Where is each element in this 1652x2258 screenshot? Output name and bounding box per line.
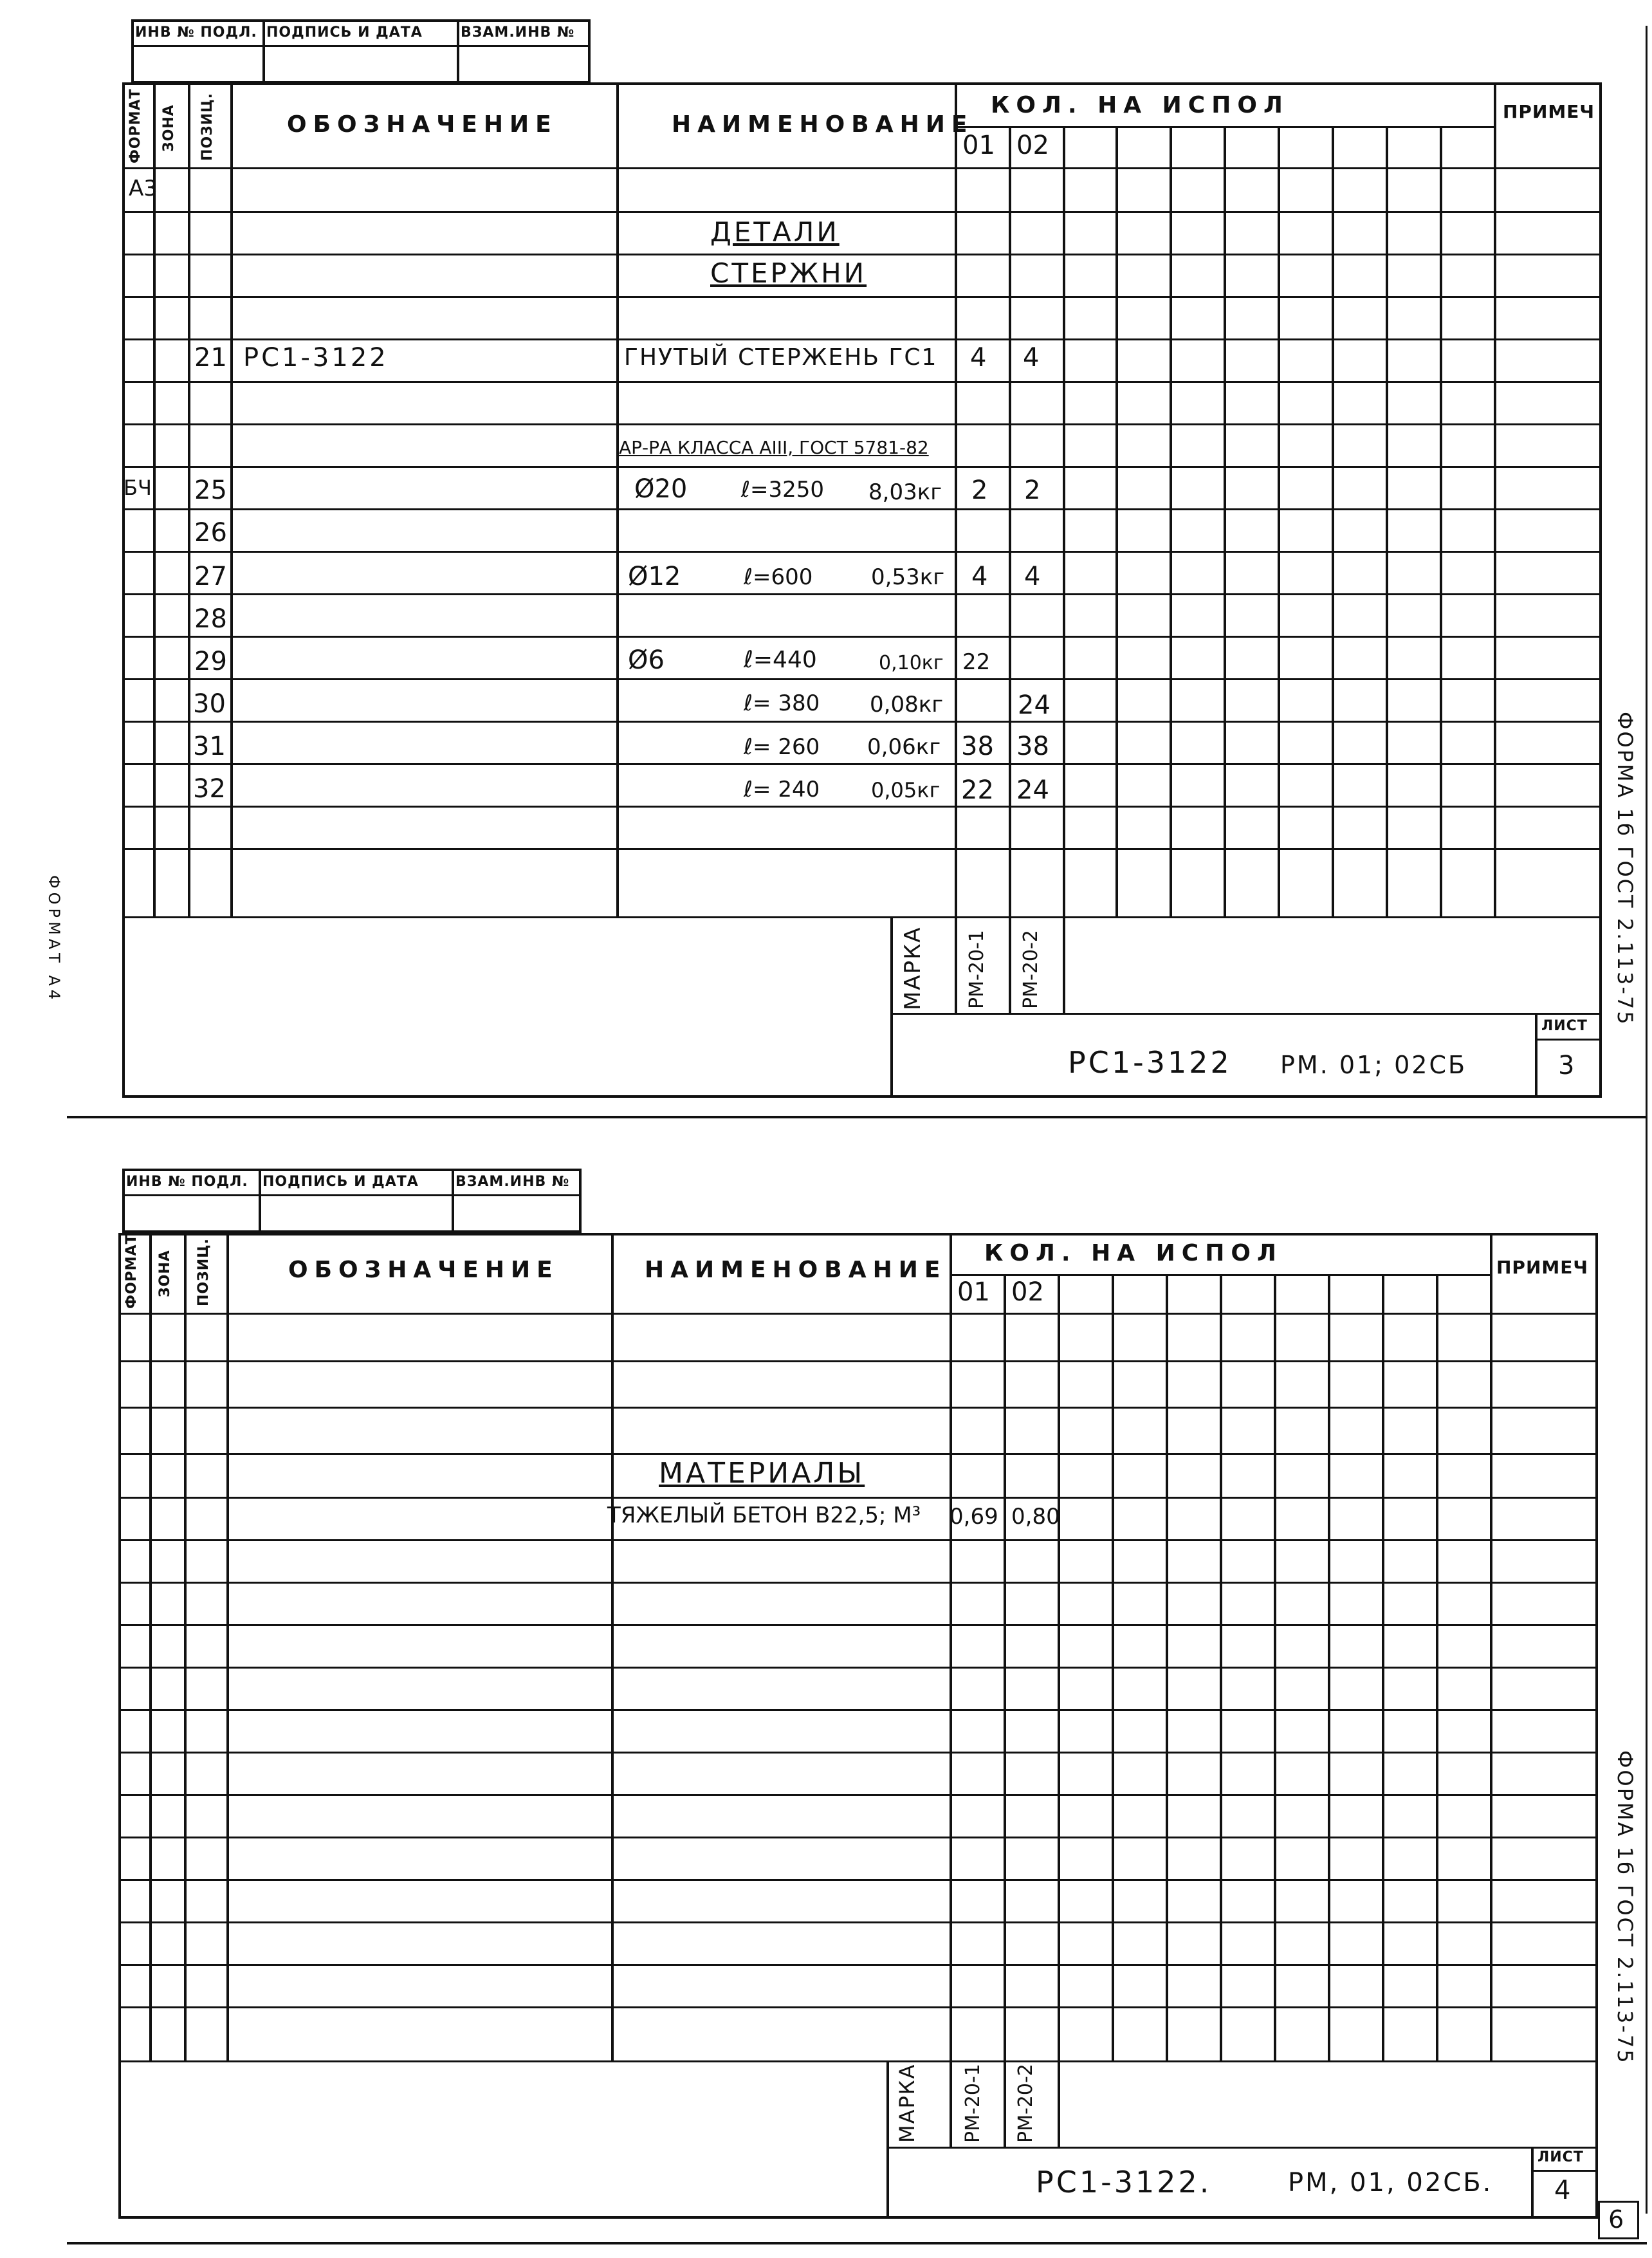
concrete-name: ТЯЖЕЛЫЙ БЕТОН В22,5; М³ bbox=[607, 1503, 921, 1528]
list-label: ЛИСТ bbox=[1541, 1018, 1588, 1034]
section-title-materials: МАТЕРИАЛЫ bbox=[659, 1457, 865, 1490]
row-line-2 bbox=[118, 2006, 1598, 2008]
doc-code-2: РС1-3122. bbox=[1036, 2165, 1212, 2199]
col-line-naim-2 bbox=[950, 1233, 952, 2147]
marka-label: МАРКА bbox=[900, 926, 926, 1010]
row-31-q02: 38 bbox=[1016, 732, 1049, 761]
row-line-2 bbox=[118, 1360, 1598, 1362]
row-line-2 bbox=[118, 1879, 1598, 1881]
list-box-left-2 bbox=[1531, 2147, 1534, 2219]
row-25-poz: 25 bbox=[194, 476, 227, 505]
header-naim-2: НАИМЕНОВАНИЕ bbox=[645, 1257, 947, 1283]
marka-1-2: РМ-20-1 bbox=[962, 2064, 984, 2143]
marka-label-2: МАРКА bbox=[895, 2063, 919, 2143]
row-31-mass: 0,06кг bbox=[867, 734, 941, 760]
marka-2-2: РМ-20-2 bbox=[1014, 2064, 1037, 2143]
col-line-poz bbox=[230, 82, 233, 916]
marka-left-line bbox=[890, 916, 893, 1098]
row-line bbox=[122, 338, 1602, 340]
header-bottom-line-2 bbox=[118, 1313, 1598, 1315]
section-title-details: ДЕТАЛИ bbox=[710, 216, 840, 248]
stamp-inv-podl-2: ИНВ № ПОДЛ. bbox=[126, 1174, 248, 1190]
row-line bbox=[122, 806, 1602, 808]
row-29-len: ℓ=440 bbox=[744, 647, 817, 673]
list-box-divider-2 bbox=[1531, 2170, 1598, 2172]
header-oboz: ОБОЗНАЧЕНИЕ bbox=[287, 111, 558, 138]
corner-page-number: 9 bbox=[1608, 2204, 1624, 2232]
concrete-q02: 0,80 bbox=[1011, 1504, 1060, 1530]
col-line-oboz bbox=[616, 82, 619, 916]
row-30-poz: 30 bbox=[193, 689, 226, 719]
top-stamp-sep-2 bbox=[457, 19, 459, 84]
col-line-x8 bbox=[1494, 82, 1496, 916]
row-line-2 bbox=[118, 1964, 1598, 1966]
side-form-label: ФОРМА 1б ГОСТ 2.113-75 bbox=[1613, 712, 1637, 1026]
row-27-q01: 4 bbox=[971, 562, 988, 591]
col-line-x2 bbox=[1170, 126, 1172, 916]
col-line-oboz-2 bbox=[611, 1233, 614, 2060]
row-21-naim: ГНУТЫЙ СТЕРЖЕНЬ ГС1 bbox=[624, 344, 938, 371]
right-edge-line bbox=[1646, 26, 1647, 2214]
header-col-02-2: 02 bbox=[1011, 1277, 1044, 1307]
stamp-inv-podl: ИНВ № ПОДЛ. bbox=[135, 24, 257, 41]
row-line-2 bbox=[118, 1921, 1598, 1923]
row-line-2 bbox=[118, 1667, 1598, 1669]
kol-subheader-line bbox=[955, 126, 1494, 128]
row-line bbox=[122, 296, 1602, 298]
concrete-q01: 0,69 bbox=[950, 1504, 998, 1530]
row-line-2 bbox=[118, 1539, 1598, 1541]
stamp-vzam: ВЗАМ.ИНВ № bbox=[461, 24, 575, 41]
row-31-len: ℓ= 260 bbox=[744, 734, 820, 760]
col-line-x1 bbox=[1115, 126, 1118, 916]
top-stamp-sep-1 bbox=[262, 19, 265, 84]
row-26-poz: 26 bbox=[194, 518, 227, 548]
row-line-2 bbox=[118, 1709, 1598, 1711]
row-30-q02: 24 bbox=[1018, 690, 1051, 720]
top-stamp-sep-4 bbox=[452, 1169, 454, 1233]
header-zona-2: ЗОНА bbox=[157, 1250, 173, 1297]
marka-1: РМ-20-1 bbox=[966, 930, 988, 1009]
row-line bbox=[122, 848, 1602, 850]
col-line-x3 bbox=[1224, 126, 1226, 916]
row-25-q02: 2 bbox=[1024, 476, 1041, 505]
title-block-line-2 bbox=[886, 2147, 1598, 2149]
col-line-format bbox=[153, 82, 156, 916]
header-primech-2: ПРИМЕЧ bbox=[1496, 1257, 1589, 1278]
col-line-01 bbox=[1009, 126, 1011, 1013]
row-line bbox=[122, 763, 1602, 765]
row-line-2 bbox=[118, 1837, 1598, 1838]
marka-left-line-2 bbox=[886, 2060, 889, 2219]
row-27-dia: Ø12 bbox=[628, 562, 681, 591]
row-25-format: БЧ bbox=[124, 476, 152, 500]
row-29-mass: 0,10кг bbox=[879, 652, 944, 674]
row-30-len: ℓ= 380 bbox=[744, 690, 820, 716]
doc-code: РС1-3122 bbox=[1068, 1045, 1232, 1080]
row-line-2 bbox=[118, 1752, 1598, 1754]
sheet-divider-line bbox=[67, 1116, 1647, 1118]
row-28-poz: 28 bbox=[194, 604, 227, 634]
col-line-x4 bbox=[1278, 126, 1280, 916]
header-col-01: 01 bbox=[962, 131, 995, 160]
header-poz-2: ПОЗИЦ. bbox=[196, 1238, 212, 1306]
row-line bbox=[122, 636, 1602, 638]
row-31-poz: 31 bbox=[193, 732, 226, 761]
col-line-zona-2 bbox=[184, 1233, 187, 2060]
list-box-left bbox=[1535, 1013, 1537, 1098]
row-line bbox=[122, 551, 1602, 553]
row-line bbox=[122, 254, 1602, 255]
section-title-rods: СТЕРЖНИ bbox=[710, 257, 867, 289]
row-line bbox=[122, 678, 1602, 680]
row-line-2 bbox=[118, 1497, 1598, 1499]
row-21-q01: 4 bbox=[970, 343, 987, 373]
top-stamp-sep-3 bbox=[259, 1169, 261, 1233]
list-box-divider bbox=[1535, 1039, 1602, 1041]
row-29-dia: Ø6 bbox=[628, 645, 665, 675]
header-kol: КОЛ. НА ИСПОЛ bbox=[991, 92, 1289, 118]
row-21-poz: 21 bbox=[194, 343, 227, 373]
sheet-2-frame bbox=[118, 1233, 1598, 2219]
sheet-1-frame bbox=[122, 82, 1602, 1098]
row-line-2 bbox=[118, 1582, 1598, 1584]
kol-subheader-line-2 bbox=[950, 1274, 1490, 1276]
marka-2: РМ-20-2 bbox=[1020, 930, 1042, 1009]
header-naim: НАИМЕНОВАНИЕ bbox=[672, 111, 974, 138]
row-line bbox=[122, 381, 1602, 383]
row-line-2 bbox=[118, 1624, 1598, 1626]
row-25-len: ℓ=3250 bbox=[741, 477, 825, 503]
doc-suffix-2: РМ, 01, 02СБ. bbox=[1288, 2168, 1493, 2198]
header-col-02: 02 bbox=[1016, 131, 1049, 160]
row-32-q02: 24 bbox=[1016, 775, 1049, 805]
left-format-label: ФОРМАТ А4 bbox=[45, 875, 63, 1004]
bottom-line bbox=[67, 2242, 1647, 2244]
col-line-x5 bbox=[1332, 126, 1334, 916]
rebar-class-note: АР-РА КЛАССА АIII, ГОСТ 5781-82 bbox=[619, 437, 929, 458]
header-zona: ЗОНА bbox=[161, 104, 177, 152]
col-line-naim bbox=[955, 82, 957, 1013]
title-block-line bbox=[890, 1013, 1602, 1015]
col-line-zona bbox=[188, 82, 190, 916]
header-poz: ПОЗИЦ. bbox=[199, 93, 216, 161]
row-30-mass: 0,08кг bbox=[870, 692, 944, 717]
row-line bbox=[122, 593, 1602, 595]
doc-suffix: РМ. 01; 02СБ bbox=[1280, 1051, 1467, 1079]
header-oboz-2: ОБОЗНАЧЕНИЕ bbox=[288, 1257, 559, 1283]
stamp-podpis-2: ПОДПИСЬ И ДАТА bbox=[262, 1174, 419, 1190]
row-line-2 bbox=[118, 1794, 1598, 1796]
row-25-dia: Ø20 bbox=[634, 474, 688, 504]
header-format: ФОРМАТ bbox=[127, 88, 143, 163]
col-line-format-2 bbox=[149, 1233, 152, 2060]
row-32-len: ℓ= 240 bbox=[744, 777, 820, 802]
top-stamp-divider bbox=[131, 45, 591, 47]
row-32-mass: 0,05кг bbox=[871, 778, 941, 802]
row-27-mass: 0,53кг bbox=[871, 564, 945, 590]
row-25-mass: 8,03кг bbox=[868, 479, 942, 505]
row-line bbox=[122, 466, 1602, 468]
header-kol-2: КОЛ. НА ИСПОЛ bbox=[984, 1240, 1283, 1266]
row-21-oboz: РС1-3122 bbox=[243, 343, 389, 373]
row-line-2 bbox=[118, 1407, 1598, 1409]
row-29-q01: 22 bbox=[962, 649, 991, 675]
side-form-label-2: ФОРМА 1б ГОСТ 2.113-75 bbox=[1613, 1750, 1637, 2065]
row-line-2 bbox=[118, 1453, 1598, 1455]
table-bottom-line-2 bbox=[118, 2060, 1598, 2062]
row-line bbox=[122, 721, 1602, 723]
header-format-2: ФОРМАТ bbox=[124, 1234, 140, 1309]
row-32-poz: 32 bbox=[193, 774, 226, 804]
stamp-vzam-2: ВЗАМ.ИНВ № bbox=[455, 1174, 570, 1190]
row-25-q01: 2 bbox=[971, 476, 988, 505]
col-line-x8-2 bbox=[1490, 1233, 1492, 2060]
col-line-x6 bbox=[1386, 126, 1388, 916]
row-31-q01: 38 bbox=[961, 732, 994, 761]
first-row-format: А3 bbox=[129, 176, 158, 201]
list-number: 3 bbox=[1558, 1051, 1575, 1080]
row-line bbox=[122, 423, 1602, 425]
row-27-q02: 4 bbox=[1024, 562, 1041, 591]
list-number-2: 4 bbox=[1554, 2176, 1571, 2205]
stamp-podpis: ПОДПИСЬ И ДАТА bbox=[266, 24, 423, 41]
row-29-poz: 29 bbox=[194, 647, 227, 676]
col-line-02 bbox=[1063, 126, 1065, 1013]
top-stamp-divider-2 bbox=[122, 1194, 582, 1196]
col-line-poz-2 bbox=[226, 1233, 229, 2060]
header-bottom-line bbox=[122, 167, 1602, 169]
row-line bbox=[122, 508, 1602, 510]
row-32-q01: 22 bbox=[961, 775, 994, 805]
row-27-len: ℓ=600 bbox=[744, 564, 813, 590]
row-21-q02: 4 bbox=[1023, 343, 1040, 373]
list-label-2: ЛИСТ bbox=[1537, 2149, 1584, 2165]
header-col-01-2: 01 bbox=[957, 1277, 990, 1307]
table-bottom-line bbox=[122, 916, 1602, 918]
row-27-poz: 27 bbox=[194, 562, 227, 591]
row-line bbox=[122, 211, 1602, 213]
header-primech: ПРИМЕЧ bbox=[1503, 101, 1595, 122]
col-line-x7 bbox=[1440, 126, 1442, 916]
